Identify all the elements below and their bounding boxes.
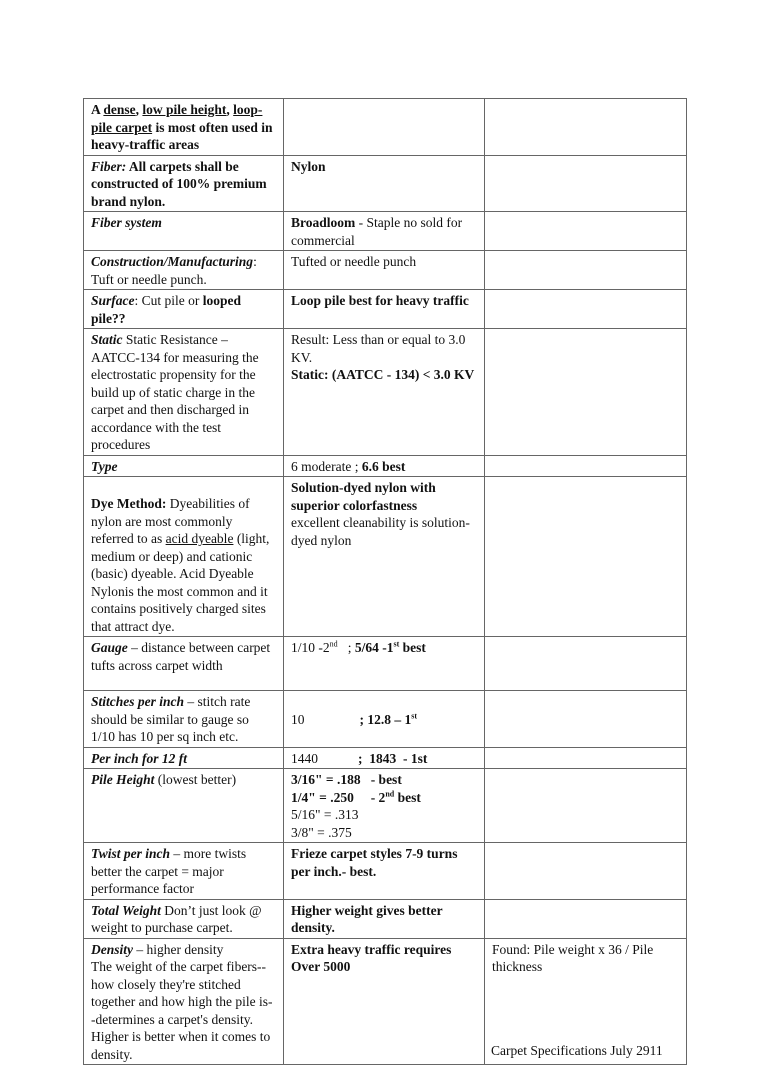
table-row — [84, 251, 687, 290]
cell-fiber-system-value: Broadloom - Staple no sold for commercial — [284, 212, 485, 251]
cell-empty — [485, 477, 687, 637]
table-row — [84, 637, 687, 691]
cell-total-weight: Total Weight Don’t just look @ weight to purchase carpet. — [84, 899, 284, 938]
cell-density: Density – higher density The weight of the carpet fibers--how closely they're stitched together and how high the pile is--determines a carpet's density. Higher is better when it comes to density. — [84, 938, 284, 1065]
cell-empty — [485, 251, 687, 290]
cell-gauge-value: 1/10 -2nd ; 5/64 -1st best — [284, 637, 485, 691]
cell-empty — [485, 290, 687, 329]
cell-stitches-value: 10 ; 12.8 – 1st — [284, 691, 485, 748]
cell-twist: Twist per inch – more twists better the carpet = major performance factor — [84, 843, 284, 900]
cell-static-value: Result: Less than or equal to 3.0 KV. Static: (AATCC - 134) < 3.0 KV — [284, 329, 485, 456]
table-row — [84, 455, 687, 477]
cell-density-notes: Found: Pile weight x 36 / Pile thickness Carpet Specifications July 2911 — [485, 938, 687, 1065]
cell-per-inch-value: 1440 ; 1843 - 1st — [284, 747, 485, 769]
document-footer-note: Carpet Specifications July 2911 — [491, 1042, 663, 1058]
cell-dye-method-value: Solution-dyed nylon with superior colorfastness excellent cleanability is solution-dyed nylon — [284, 477, 485, 637]
cell-empty — [485, 99, 687, 156]
cell-empty — [485, 329, 687, 456]
carpet-spec-table — [83, 98, 687, 1065]
table-row — [84, 329, 687, 456]
cell-type-value: 6 moderate ; 6.6 best — [284, 455, 485, 477]
cell-total-weight-value: Higher weight gives better density. — [284, 899, 485, 938]
table-row — [84, 769, 687, 843]
cell-empty — [485, 691, 687, 748]
cell-static: Static Static Resistance – AATCC-134 for measuring the electrostatic propensity for the build up of static charge in the carpet and then discharged in accordance with the test procedures — [84, 329, 284, 456]
cell-empty — [485, 899, 687, 938]
cell-empty — [485, 212, 687, 251]
cell-fiber-value: Nylon — [284, 155, 485, 212]
cell-pile-height: Pile Height (lowest better) — [84, 769, 284, 843]
cell-density-value: Extra heavy traffic requires Over 5000 — [284, 938, 485, 1065]
cell-empty — [485, 769, 687, 843]
cell-construction-value: Tufted or needle punch — [284, 251, 485, 290]
cell-surface: Surface: Cut pile or looped pile?? — [84, 290, 284, 329]
table-row — [84, 843, 687, 900]
cell-empty — [485, 455, 687, 477]
cell-twist-value: Frieze carpet styles 7-9 turns per inch.- best. — [284, 843, 485, 900]
cell-construction: Construction/Manufacturing: Tuft or needle punch. — [84, 251, 284, 290]
cell-type: Type — [84, 455, 284, 477]
cell-fiber-system: Fiber system — [84, 212, 284, 251]
table-row — [84, 290, 687, 329]
cell-fiber: Fiber: All carpets shall be constructed of 100% premium brand nylon. — [84, 155, 284, 212]
cell-surface-value: Loop pile best for heavy traffic — [284, 290, 485, 329]
cell-stitches: Stitches per inch – stitch rate should be similar to gauge so 1/10 has 10 per sq inch etc. — [84, 691, 284, 748]
table-row — [84, 212, 687, 251]
table-row — [84, 938, 687, 1065]
cell-gauge: Gauge – distance between carpet tufts across carpet width — [84, 637, 284, 691]
cell-pile-height-value: 3/16" = .188 - best 1/4" = .250 - 2nd best 5/16" = .313 3/8" = .375 — [284, 769, 485, 843]
cell-per-inch: Per inch for 12 ft — [84, 747, 284, 769]
table-row — [84, 155, 687, 212]
table-row — [84, 477, 687, 637]
cell-empty — [485, 155, 687, 212]
cell-empty — [284, 99, 485, 156]
cell-empty — [485, 843, 687, 900]
cell-dye-method: Dye Method: Dyeabilities of nylon are most commonly referred to as acid dyeable (light, medium or deep) and cationic (basic) dyeable. Acid Dyeable Nylonis the most common and it contains positively charged sites that attract dye. — [84, 477, 284, 637]
cell-empty — [485, 747, 687, 769]
table-row — [84, 99, 687, 156]
table-row — [84, 691, 687, 748]
table-row — [84, 747, 687, 769]
table-row — [84, 899, 687, 938]
cell-empty — [485, 637, 687, 691]
cell-intro: A dense, low pile height, loop-pile carpet is most often used in heavy-traffic areas — [84, 99, 284, 156]
